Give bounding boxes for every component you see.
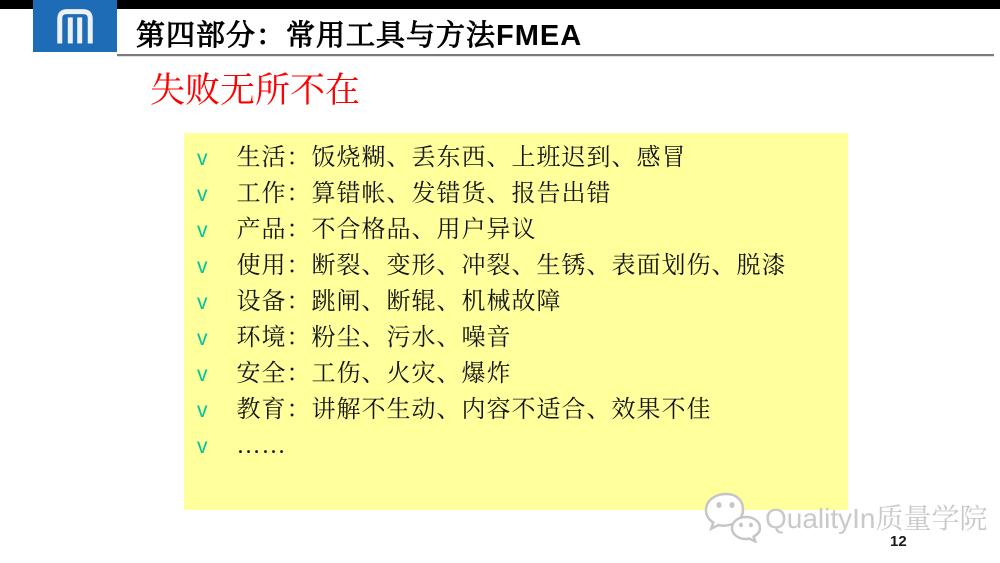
watermark [703, 491, 988, 543]
list-item-text: 环境：粉尘、污水、噪音 [236, 325, 512, 351]
company-logo [33, 0, 117, 52]
list-item [184, 392, 848, 428]
watermark-text: QualityIn质量学院 [765, 503, 988, 534]
list-item [184, 284, 848, 320]
check-bullet-icon: v [197, 147, 208, 170]
list-item [184, 248, 848, 284]
list-item-text: 教育：讲解不生动、内容不适合、效果不佳 [236, 397, 712, 423]
check-bullet-icon: v [197, 363, 208, 386]
list-item-text: 产品：不合格品、用户异议 [236, 217, 537, 243]
failure-list [184, 140, 848, 464]
list-item [184, 212, 848, 248]
check-bullet-icon: v [197, 219, 208, 242]
check-bullet-icon: v [197, 183, 208, 206]
list-item-text: 生活：饭烧糊、丢东西、上班迟到、感冒 [236, 145, 687, 171]
quality-in-logo-icon [52, 6, 98, 46]
list-item-text: 工作：算错帐、发错货、报告出错 [236, 181, 612, 207]
list-item [184, 428, 848, 464]
check-bullet-icon: v [197, 291, 208, 314]
header-top-strip [0, 0, 1000, 9]
check-bullet-icon: v [197, 327, 208, 350]
wechat-icon [703, 491, 761, 543]
list-item-text: 安全：工伤、火灾、爆炸 [236, 361, 512, 387]
list-item-text: 使用：断裂、变形、冲裂、生锈、表面划伤、脱漆 [236, 253, 787, 279]
slide-heading: 失败无所不在 [150, 71, 361, 110]
check-bullet-icon: v [197, 255, 208, 278]
list-item-text: 设备：跳闸、断辊、机械故障 [236, 289, 562, 315]
check-bullet-icon: v [197, 435, 208, 458]
list-item-text: …… [236, 433, 287, 459]
failure-examples-box [184, 133, 848, 510]
list-item [184, 356, 848, 392]
check-bullet-icon: v [197, 399, 208, 422]
header-divider [117, 54, 994, 57]
list-item [184, 320, 848, 356]
list-item [184, 140, 848, 176]
list-item [184, 176, 848, 212]
section-title: 第四部分：常用工具与方法FMEA [136, 20, 583, 52]
page-number: 12 [890, 533, 907, 550]
